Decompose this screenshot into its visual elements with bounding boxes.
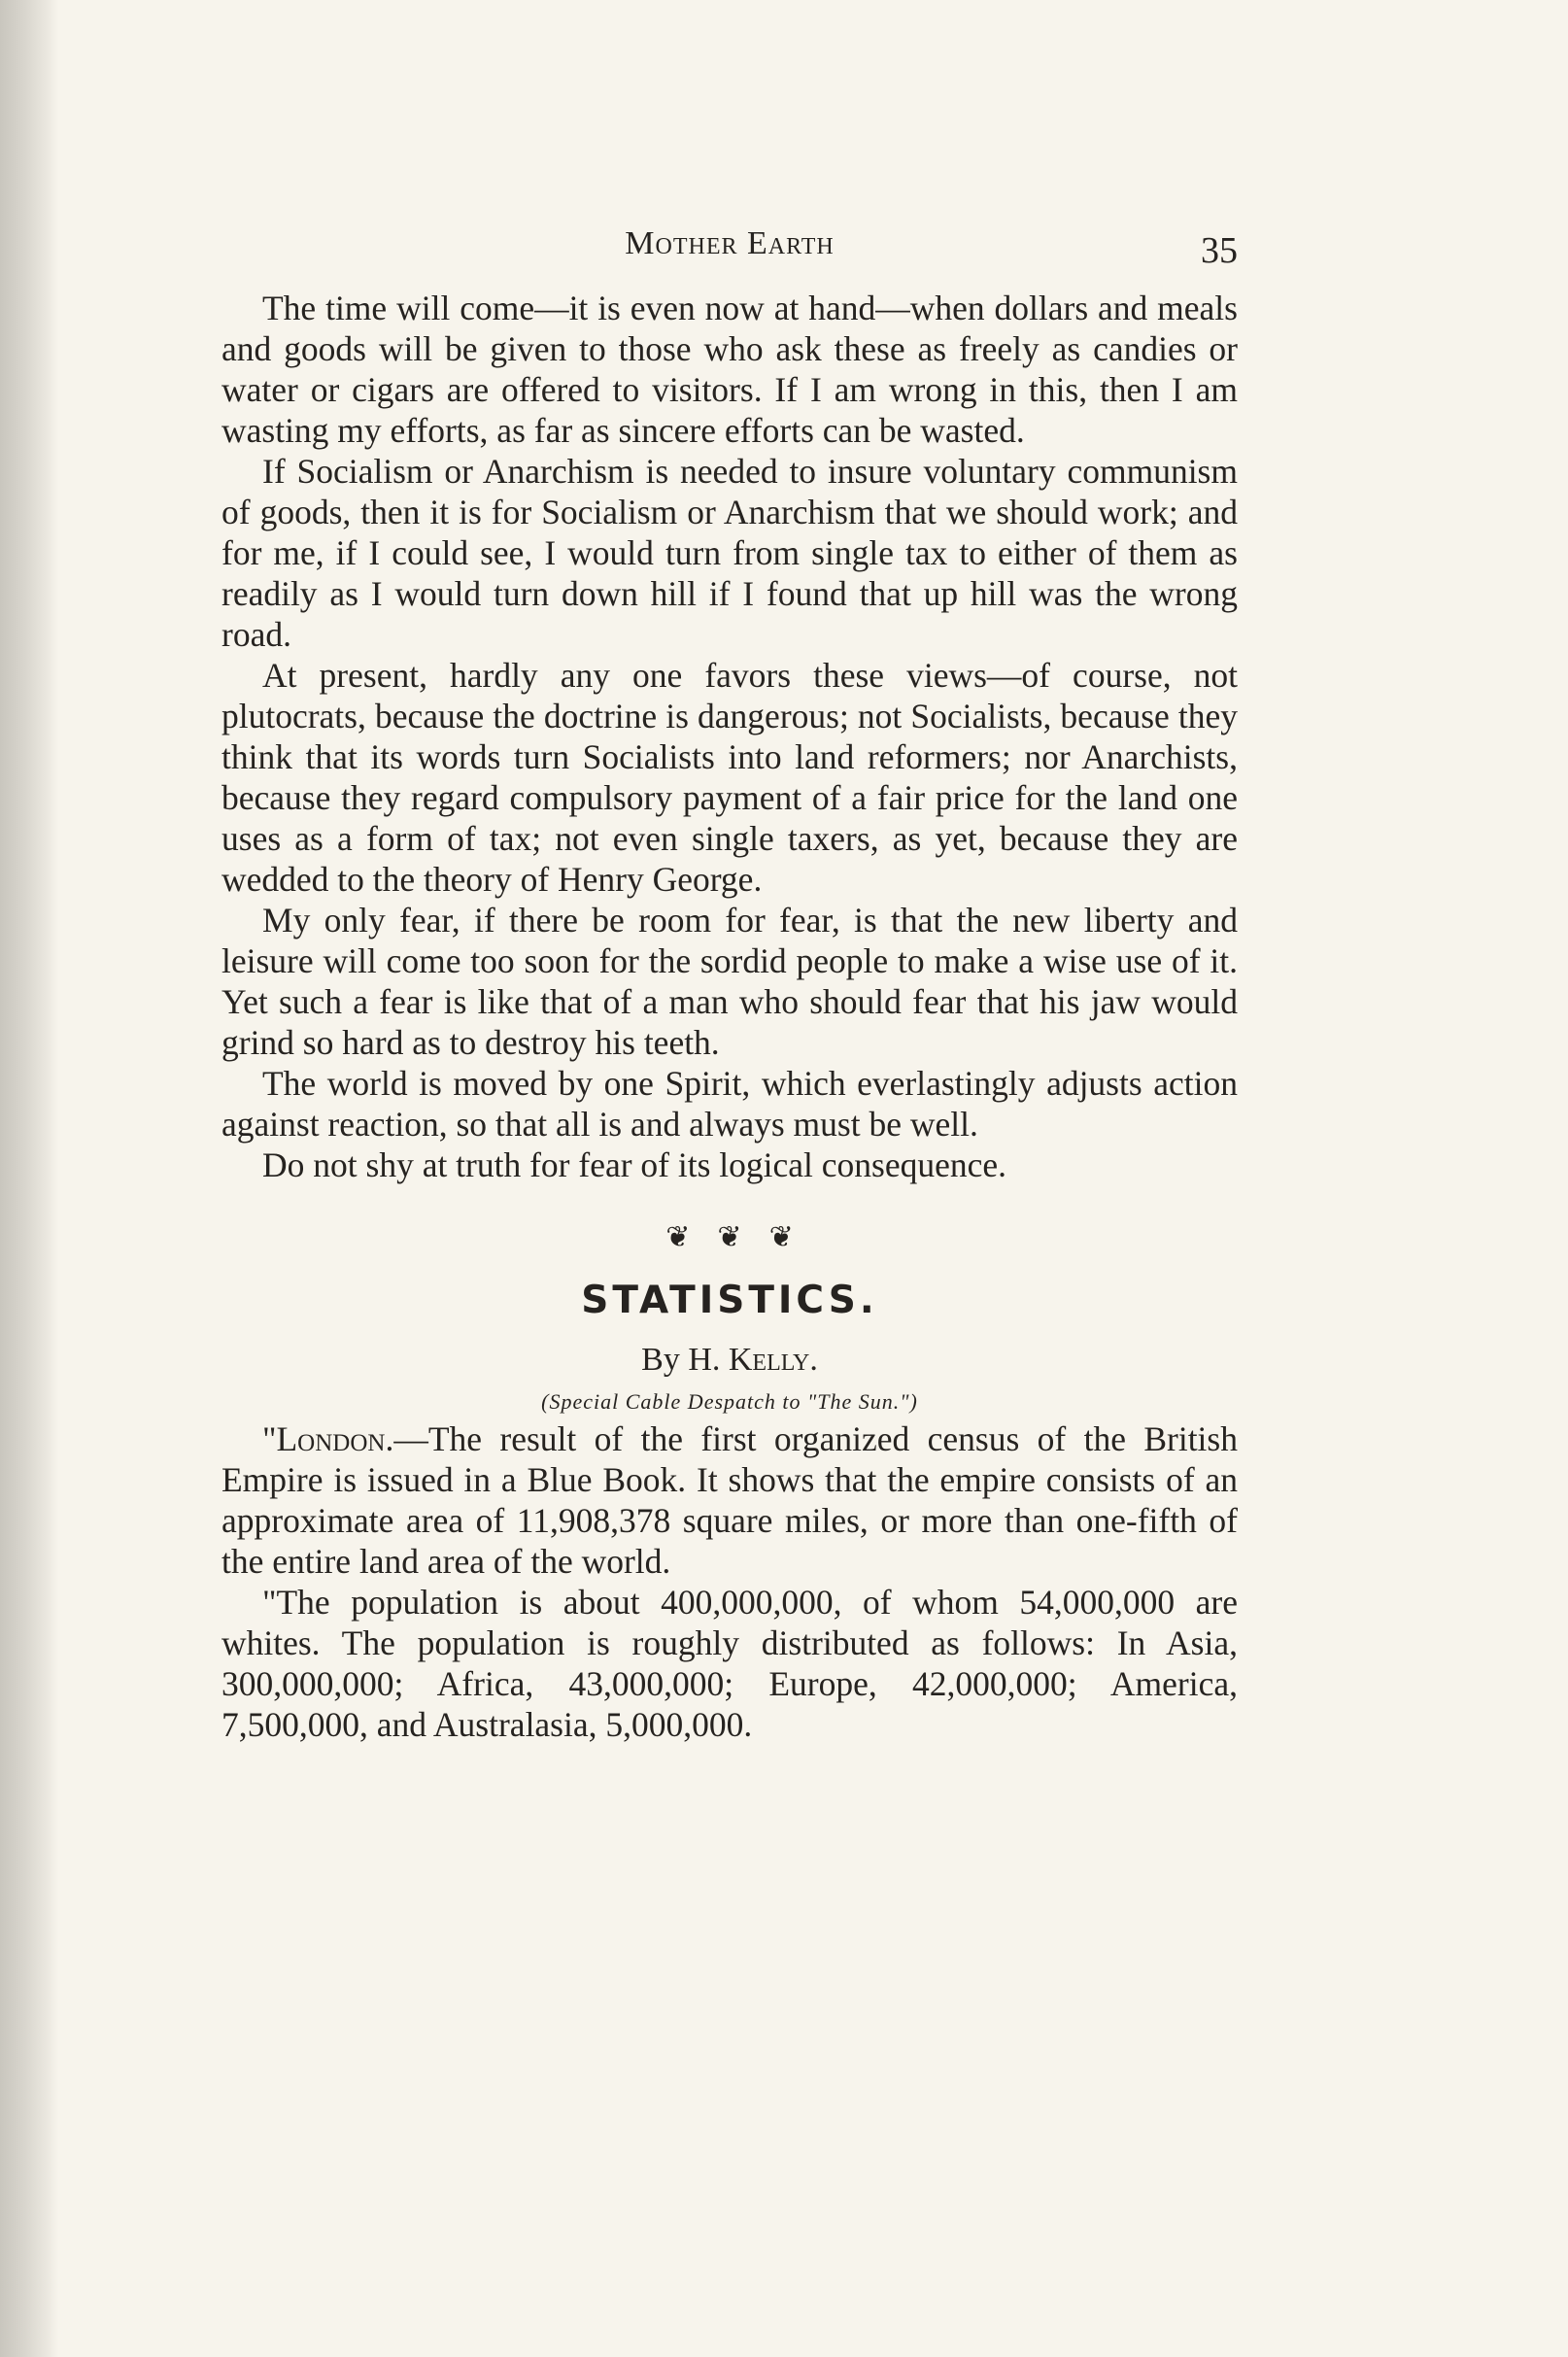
byline xyxy=(222,1339,1238,1382)
fleuron-icon: ❦ xyxy=(768,1221,821,1253)
dateline-place: London. xyxy=(276,1419,394,1458)
page-gutter-shadow xyxy=(0,0,58,2357)
essay-paragraph: The time will come—it is even now at hand—when dollars and meals and goods will be given to those who ask these as freely as candies or water or cigars are offered to visitors. If I am wrong in this, then I am wasting my efforts, as far as sincere efforts can be wasted. xyxy=(222,289,1238,450)
essay-paragraph: The world is moved by one Spirit, which everlastingly adjusts action against reaction, so that all is and always must be well. xyxy=(222,1064,1238,1144)
article-text xyxy=(222,1418,1238,1745)
section-ornament xyxy=(222,1218,1238,1257)
running-title: Mother Earth xyxy=(625,225,835,261)
essay-paragraph: Do not shy at truth for fear of its logical consequence. xyxy=(262,1145,1006,1184)
fleuron-icon: ❦ xyxy=(665,1221,718,1253)
essay-text xyxy=(222,288,1238,1185)
byline-prefix: By H. xyxy=(641,1342,729,1378)
dateline: (Special Cable Despatch to "The Sun.") xyxy=(541,1389,918,1414)
essay-paragraph: My only fear, if there be room for fear, is that the new liberty and leisure will come too soon for the sordid people to make a wise use of it. Yet such a fear is like that of a man who should fear that his jaw would grind so hard as to destroy his teeth. xyxy=(222,901,1238,1062)
book-page xyxy=(222,222,1238,1745)
article-paragraph: "The population is about 400,000,000, of whom 54,000,000 are whites. The population is roughly distributed as follows: In Asia, 300,000,000; Africa, 43,000,000; Europe, 42,000,000; America, 7,500,000, and Australasia, 5,000,000. xyxy=(222,1583,1238,1744)
essay-paragraph: At present, hardly any one favors these views—of course, not plutocrats, because the doctrine is dangerous; not Socialists, because they think that its words turn Socialists into land reformers; nor Anarchists, because they regard compulsory payment of a fair price for the land one uses as a form of tax; not even single taxers, as yet, because they are wedded to the theory of Henry George. xyxy=(222,656,1238,899)
paragraph-text: —The result of the first organized census of the British Empire is issued in a Blue Book. It shows that the empire consists of an approximate area of 11,908,378 square miles, or more than one-fifth of the entire land area of the world. xyxy=(222,1419,1238,1581)
byline-author: Kelly. xyxy=(728,1342,818,1378)
page-number: 35 xyxy=(1201,230,1238,271)
essay-paragraph: If Socialism or Anarchism is needed to insure voluntary communism of goods, then it is for Socialism or Anarchism that we should work; and for me, if I could see, I would turn from single tax to either of them as readily as I would turn down hill if I found that up hill was the wrong road. xyxy=(222,452,1238,654)
fleuron-icon: ❦ xyxy=(717,1221,769,1253)
article-paragraph xyxy=(222,1418,1238,1582)
running-head xyxy=(222,222,1238,280)
open-quote: " xyxy=(262,1419,277,1458)
article-title: STATISTICS. xyxy=(581,1279,878,1322)
